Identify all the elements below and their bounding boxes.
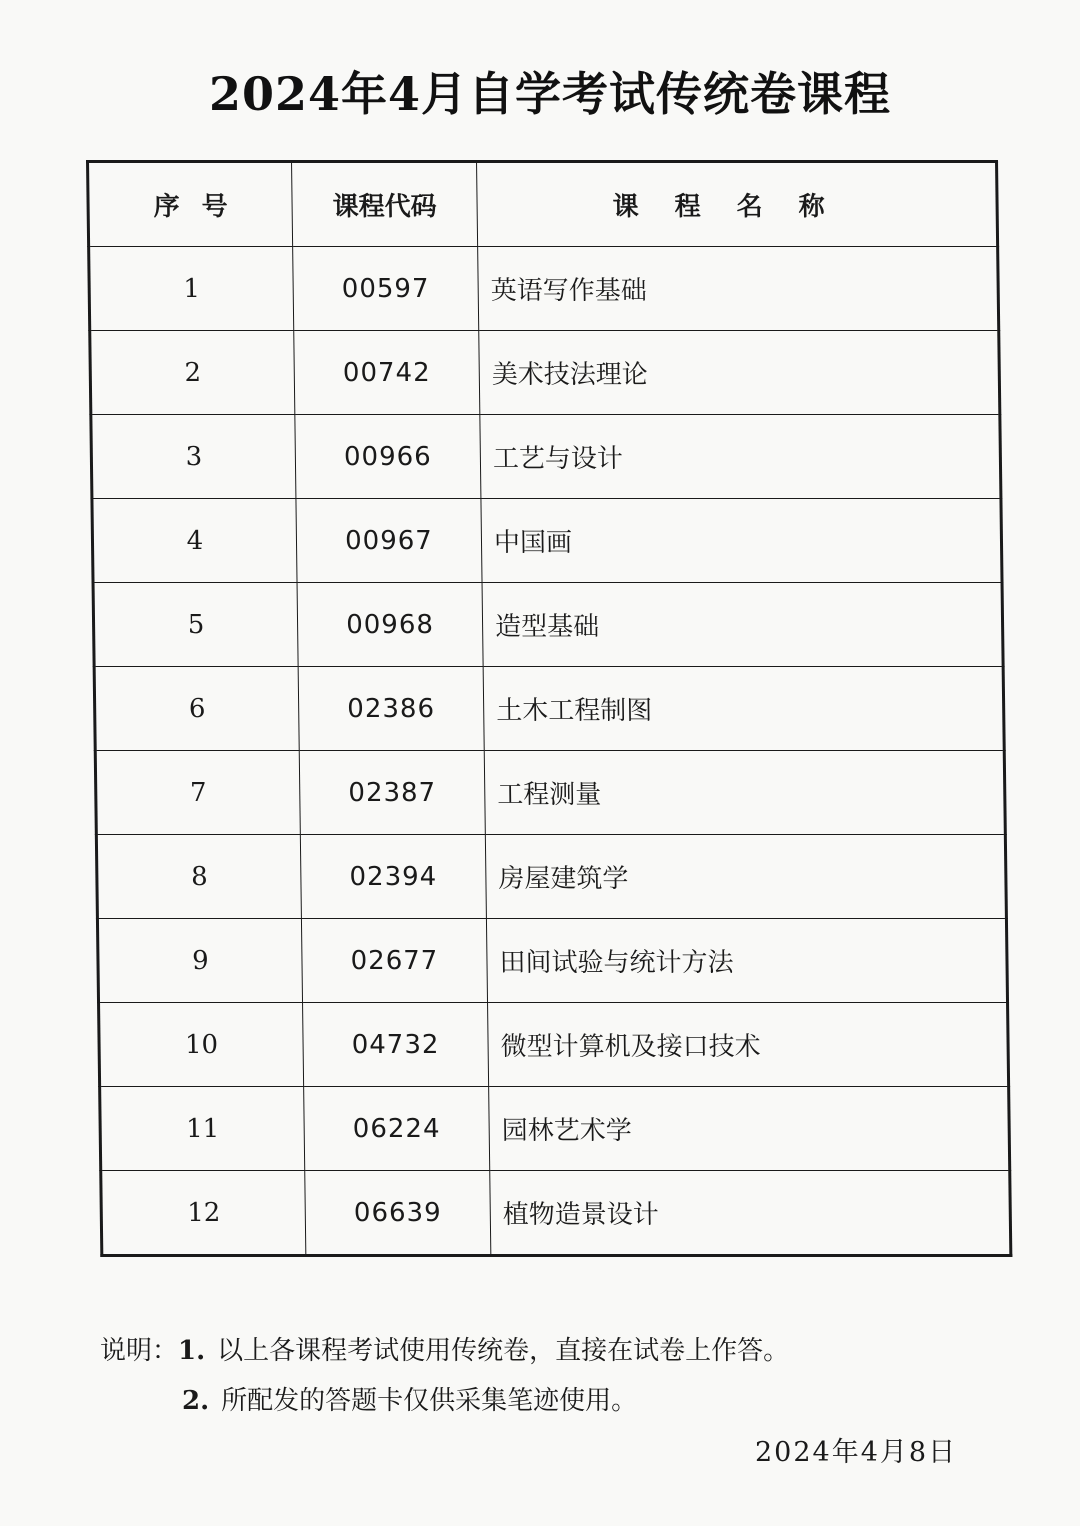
cell-seq: 8 [96,835,301,919]
cell-seq: 1 [89,247,294,331]
cell-course-code: 00968 [297,583,483,667]
cell-seq: 12 [101,1171,306,1256]
cell-course-code: 04732 [303,1003,489,1087]
cell-course-code: 00597 [293,247,479,331]
cell-course-code: 06224 [304,1087,490,1171]
document-date: 2024年4月8日 [755,1437,958,1468]
cell-course-name: 房屋建筑学 [485,835,1006,919]
table-row [90,331,1000,415]
header-code: 课程代码 [292,162,478,247]
cell-course-code: 00966 [295,415,481,499]
cell-course-code: 00967 [296,499,482,583]
cell-course-name: 美术技法理论 [479,331,1000,415]
cell-seq: 5 [93,583,298,667]
note-item [100,1376,789,1426]
cell-course-code: 02386 [298,667,484,751]
table-row [91,415,1001,499]
cell-course-code: 06639 [305,1171,491,1256]
cell-course-name: 微型计算机及接口技术 [488,1003,1009,1087]
cell-course-name: 园林艺术学 [489,1087,1010,1171]
course-table-container [86,160,1012,1257]
cell-seq: 4 [92,499,297,583]
table-row [95,751,1005,835]
table-row [100,1087,1010,1171]
note-item [100,1326,789,1376]
page-title: 2024年4月自学考试传统卷课程 [208,67,892,121]
note-text: 以上各课程考试使用传统卷，直接在试卷上作答。 [217,1336,790,1366]
table-header-row [88,162,998,247]
cell-course-code: 00742 [294,331,480,415]
cell-course-name: 工艺与设计 [480,415,1001,499]
cell-course-name: 英语写作基础 [478,247,999,331]
table-row [94,667,1004,751]
note-number: 2. [182,1386,210,1416]
cell-course-name: 田间试验与统计方法 [486,919,1007,1003]
course-table-body [89,247,1011,1256]
table-row [101,1171,1011,1256]
note-text: 所配发的答题卡仅供采集笔迹使用。 [221,1386,638,1416]
cell-course-name: 植物造景设计 [490,1171,1011,1256]
cell-course-name: 造型基础 [482,583,1003,667]
table-row [99,1003,1009,1087]
cell-seq: 6 [94,667,299,751]
table-row [96,835,1006,919]
header-seq: 序号 [88,162,293,247]
cell-seq: 9 [97,919,302,1003]
cell-seq: 2 [90,331,295,415]
table-row [97,919,1007,1003]
cell-seq: 7 [95,751,300,835]
cell-seq: 10 [99,1003,304,1087]
cell-course-name: 中国画 [481,499,1002,583]
cell-seq: 11 [100,1087,305,1171]
cell-course-code: 02387 [299,751,485,835]
notes-section [100,1326,789,1426]
table-row [92,499,1002,583]
notes-label: 说明： [100,1336,179,1366]
cell-seq: 3 [91,415,296,499]
cell-course-name: 土木工程制图 [483,667,1004,751]
cell-course-name: 工程测量 [484,751,1005,835]
cell-course-code: 02394 [300,835,486,919]
table-row [89,247,999,331]
note-number: 1. [178,1336,206,1366]
table-row [93,583,1003,667]
cell-course-code: 02677 [301,919,487,1003]
header-name: 课程名称 [477,162,998,247]
course-table [86,160,1012,1257]
